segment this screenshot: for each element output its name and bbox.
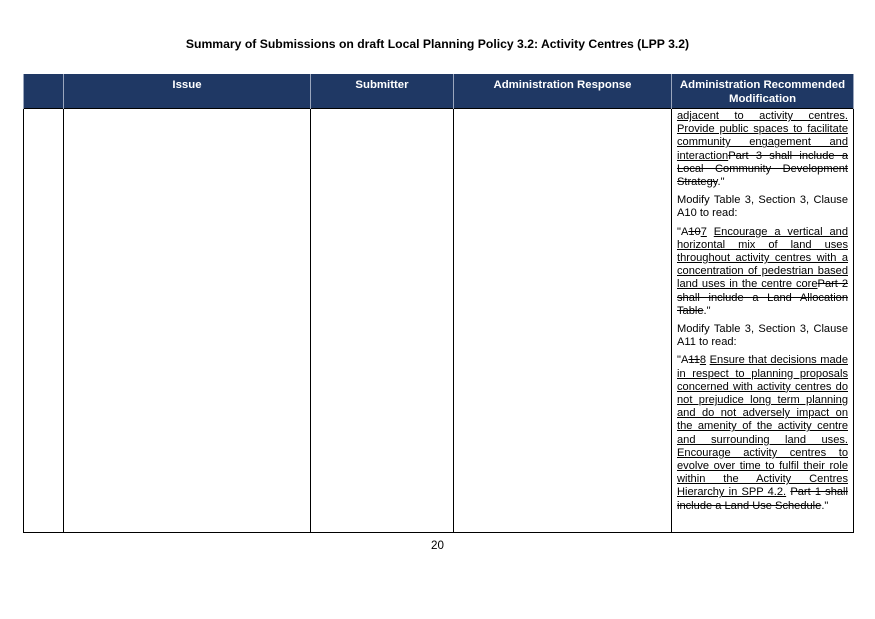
submissions-table	[23, 74, 854, 533]
closing-text: ."	[821, 499, 829, 512]
deleted-text: Part 1 shall include a Land Use Schedule	[677, 486, 848, 512]
deleted-text: Part 3 shall include a Local Community Development Strategy	[677, 149, 848, 189]
spacer-text	[707, 226, 714, 238]
cell-response	[454, 109, 672, 533]
inserted-text: adjacent to activity centres. Provide public spaces to facilitate community engagement and interaction	[677, 110, 848, 162]
header-modification: Administration Recommended Modification	[672, 74, 854, 109]
header-issue: Issue	[64, 74, 311, 109]
header-submitter: Submitter	[311, 74, 454, 109]
cell-submitter	[311, 109, 454, 533]
closing-text: ."	[703, 304, 711, 317]
clause-prefix: "A	[677, 225, 689, 238]
clause-prefix: "A	[677, 354, 689, 367]
deleted-clause-number: 11	[688, 354, 700, 367]
modification-paragraph-3	[677, 226, 848, 318]
cell-modification	[672, 109, 854, 533]
deleted-text: Part 2 shall include a Land Allocation Table	[677, 278, 848, 317]
inserted-text: Ensure that decisions made in respect to planning proposals concerned with activity centres do not prejudice long term planning and do not adversely impact on the amenity of the activity centre and surrounding land uses. Encourage activity centres to evolve over time to fulfil their role within the Activity Centres Hierarchy in SPP 4.2.	[677, 354, 848, 499]
header-response: Administration Response	[454, 74, 672, 109]
modification-paragraph-1	[677, 110, 848, 189]
modification-paragraph-2: Modify Table 3, Section 3, Clause A10 to read:	[677, 194, 848, 220]
cell-number	[24, 109, 64, 533]
inserted-clause-number: 8	[699, 354, 707, 367]
modification-paragraph-4: Modify Table 3, Section 3, Clause A11 to read:	[677, 323, 848, 349]
page-number: 20	[431, 539, 444, 552]
header-number	[24, 74, 64, 109]
inserted-text: Encourage a vertical and horizontal mix of land uses throughout activity centres with a concentration of pedestrian based land uses in the centre core	[677, 225, 848, 291]
table-row	[24, 109, 854, 533]
table-header-row	[24, 74, 854, 109]
document-title: Summary of Submissions on draft Local Planning Policy 3.2: Activity Centres (LPP 3.2)	[185, 37, 690, 51]
cell-issue	[64, 109, 311, 533]
deleted-clause-number: 10	[688, 225, 701, 238]
closing-text: ."	[717, 176, 725, 189]
inserted-clause-number: 7	[700, 225, 707, 238]
modification-paragraph-5	[677, 354, 848, 512]
